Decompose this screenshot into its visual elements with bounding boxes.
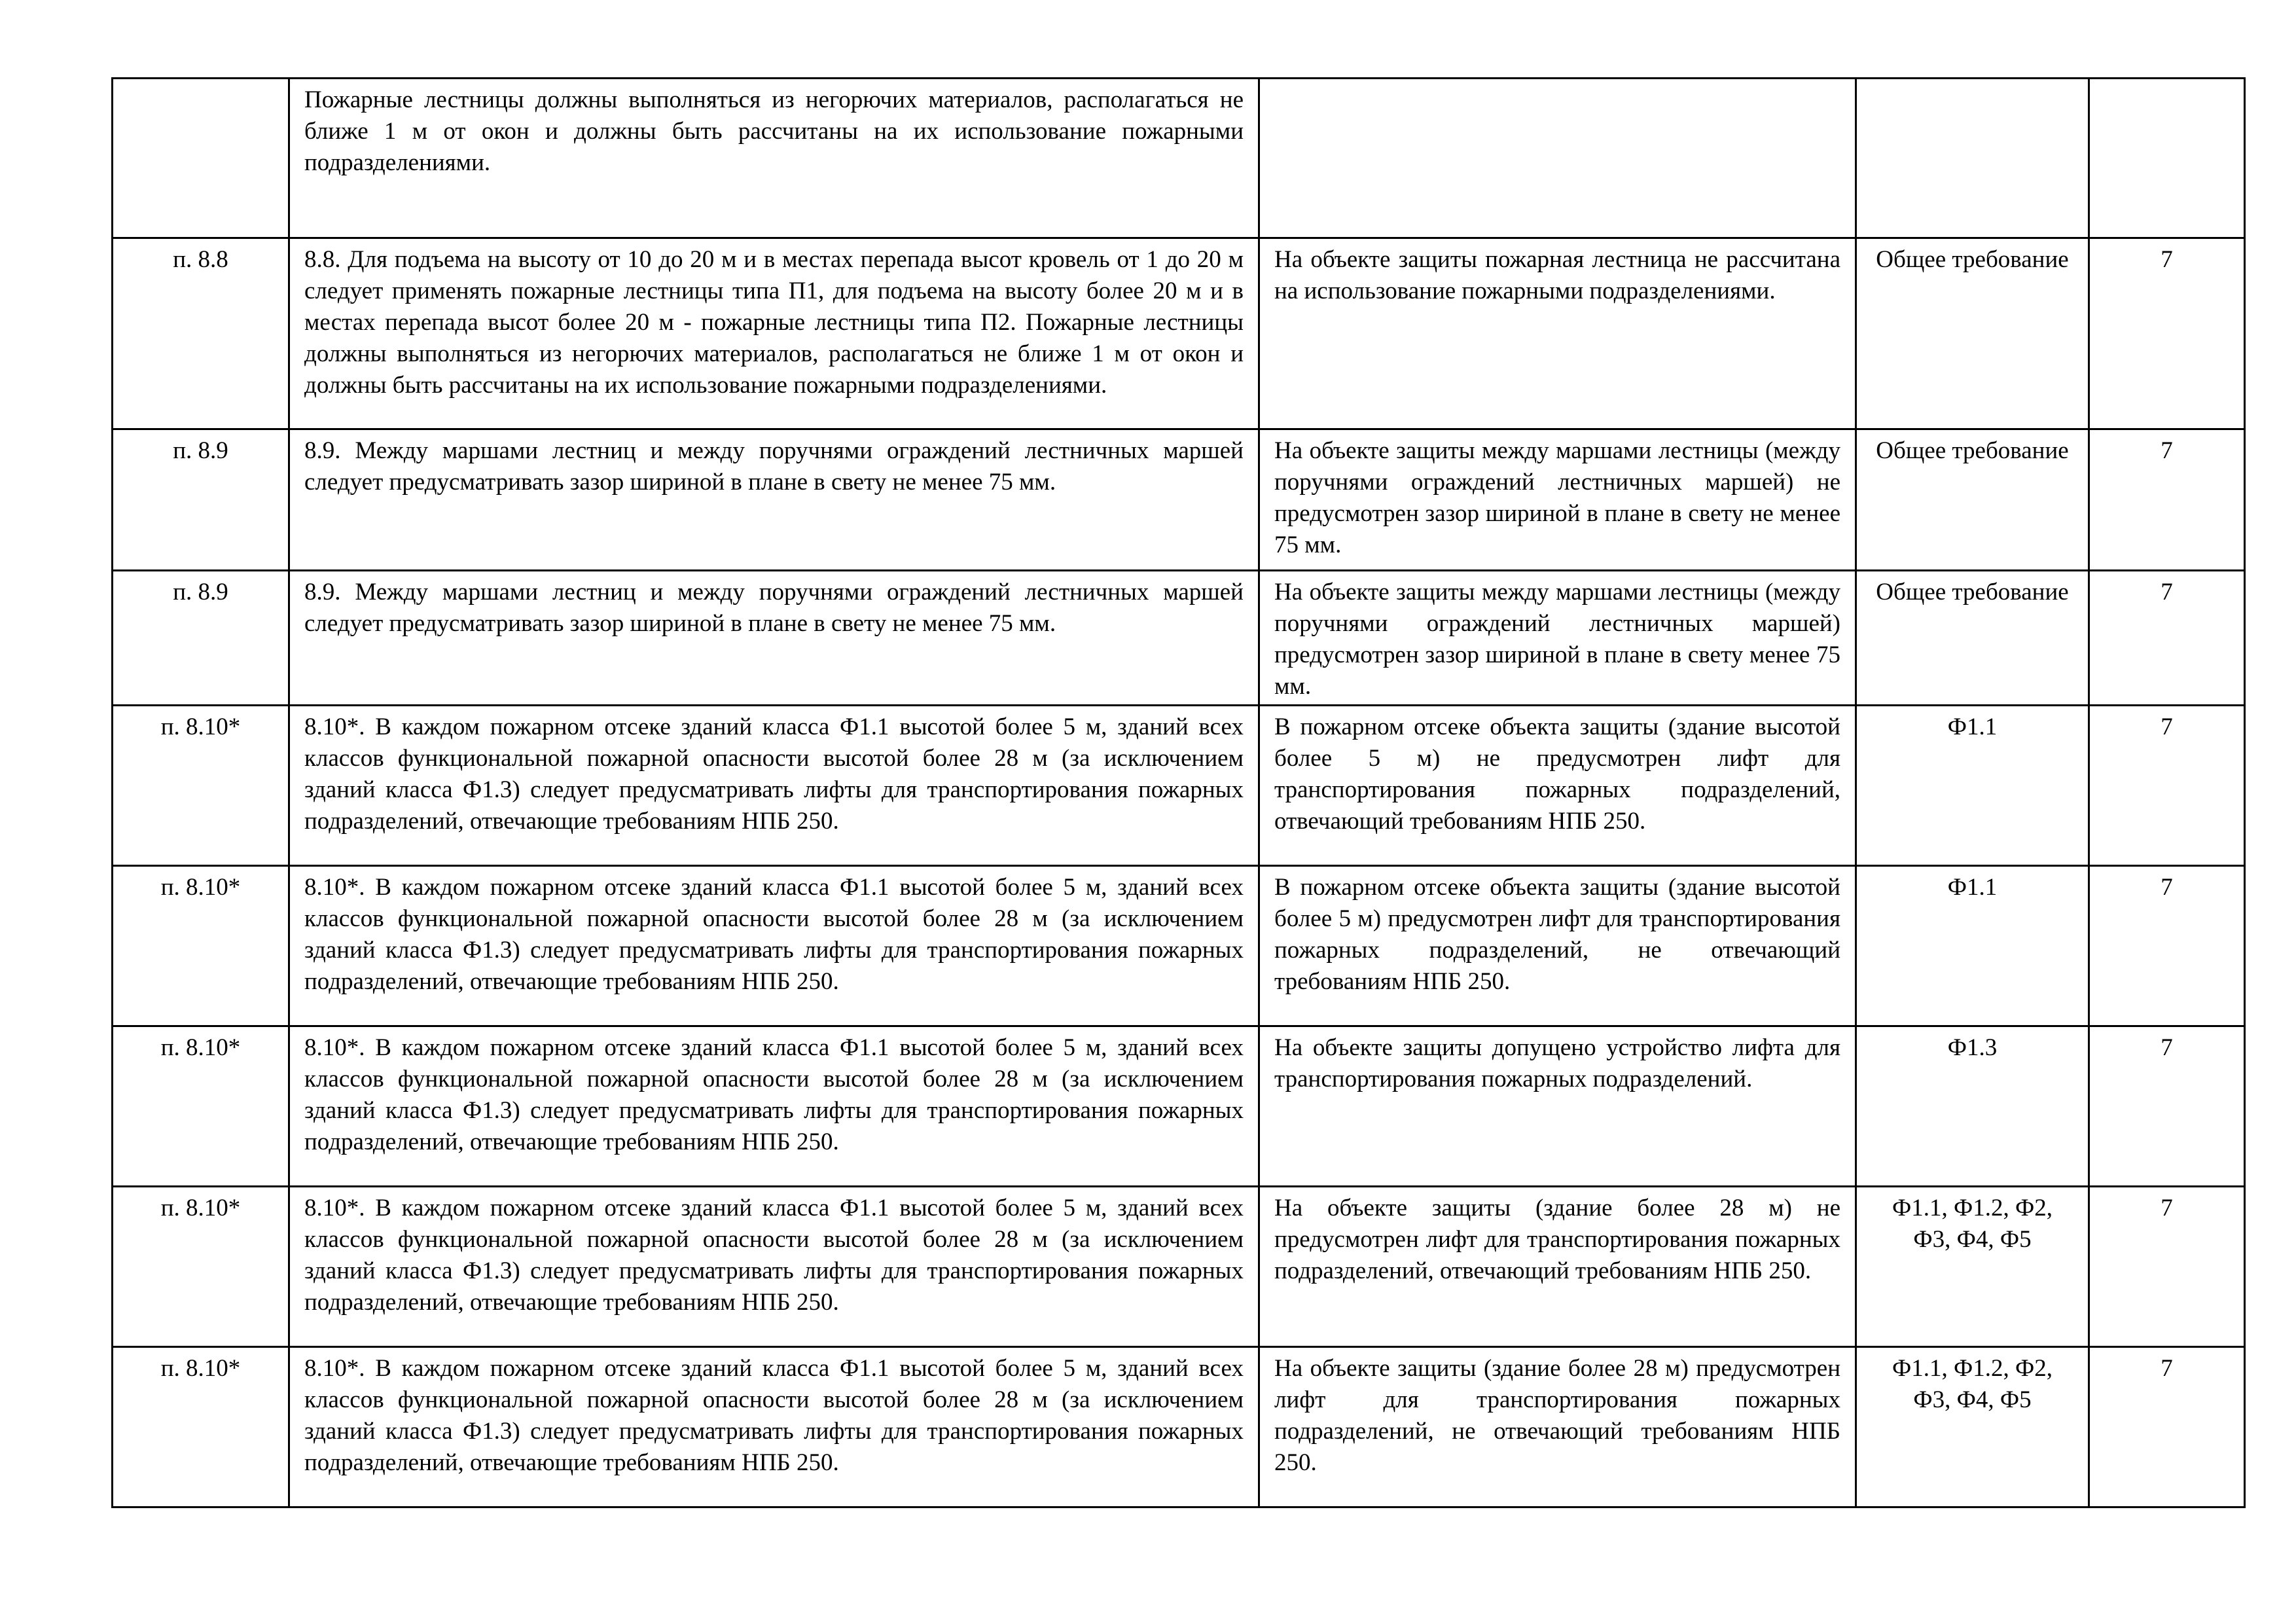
requirement-cell: 8.10*. В каждом пожарном отсеке зданий класса Ф1.1 высотой более 5 м, зданий всех классов функциональной пожарной опасности высотой более 28 м (за исключением зданий класса Ф1.3) следует предусматривать лифты для транспортирования пожарных подразделений, отвечающие требованиям НПБ 250. [289,1187,1259,1347]
code-cell [2089,79,2245,238]
table-row [113,706,2245,866]
code-cell: 7 [2089,866,2245,1026]
violation-cell: На объекте защиты пожарная лестница не рассчитана на использование пожарными подразделениями. [1259,238,1856,429]
violation-cell [1259,79,1856,238]
requirement-cell: 8.9. Между маршами лестниц и между поручнями ограждений лестничных маршей следует предусматривать зазор шириной в плане в свету не менее 75 мм. [289,571,1259,706]
violation-cell: На объекте защиты между маршами лестницы (между поручнями ограждений лестничных маршей) предусмотрен зазор шириной в плане в свету менее 75 мм. [1259,571,1856,706]
table-row [113,1026,2245,1187]
code-cell: 7 [2089,429,2245,571]
class-cell [1856,79,2089,238]
class-cell: Общее требование [1856,571,2089,706]
class-cell: Ф1.1 [1856,706,2089,866]
clause-cell: п. 8.8 [113,238,289,429]
code-cell: 7 [2089,1026,2245,1187]
class-cell: Общее требование [1856,429,2089,571]
regulation-table [111,77,2246,1508]
class-cell: Ф1.1, Ф1.2, Ф2, Ф3, Ф4, Ф5 [1856,1347,2089,1507]
requirement-cell: Пожарные лестницы должны выполняться из негорючих материалов, располагаться не ближе 1 м от окон и должны быть рассчитаны на их использование пожарными подразделениями. [289,79,1259,238]
violation-cell: На объекте защиты допущено устройство лифта для транспортирования пожарных подразделений. [1259,1026,1856,1187]
requirement-cell: 8.10*. В каждом пожарном отсеке зданий класса Ф1.1 высотой более 5 м, зданий всех классов функциональной пожарной опасности высотой более 28 м (за исключением зданий класса Ф1.3) следует предусматривать лифты для транспортирования пожарных подразделений, отвечающие требованиям НПБ 250. [289,706,1259,866]
class-cell: Общее требование [1856,238,2089,429]
table-row [113,571,2245,706]
code-cell: 7 [2089,1187,2245,1347]
clause-cell: п. 8.10* [113,706,289,866]
table-row [113,238,2245,429]
clause-cell: п. 8.9 [113,429,289,571]
class-cell: Ф1.1, Ф1.2, Ф2, Ф3, Ф4, Ф5 [1856,1187,2089,1347]
violation-cell: На объекте защиты (здание более 28 м) не предусмотрен лифт для транспортирования пожарных подразделений, отвечающий требованиям НПБ 250. [1259,1187,1856,1347]
table-row [113,79,2245,238]
class-cell: Ф1.3 [1856,1026,2089,1187]
code-cell: 7 [2089,571,2245,706]
clause-cell: п. 8.10* [113,1026,289,1187]
requirement-cell: 8.8. Для подъема на высоту от 10 до 20 м и в местах перепада высот кровель от 1 до 20 м следует применять пожарные лестницы типа П1, для подъема на высоту более 20 м и в местах перепада высот более 20 м - пожарные лестницы типа П2. Пожарные лестницы должны выполняться из негорючих материалов, располагаться не ближе 1 м от окон и должны быть рассчитаны на их использование пожарными подразделениями. [289,238,1259,429]
class-cell: Ф1.1 [1856,866,2089,1026]
table-row [113,1187,2245,1347]
table-row [113,1347,2245,1507]
violation-cell: На объекте защиты (здание более 28 м) предусмотрен лифт для транспортирования пожарных подразделений, не отвечающий требованиям НПБ 250. [1259,1347,1856,1507]
table-row [113,429,2245,571]
violation-cell: В пожарном отсеке объекта защиты (здание высотой более 5 м) предусмотрен лифт для транспортирования пожарных подразделений, не отвечающий требованиям НПБ 250. [1259,866,1856,1026]
clause-cell [113,79,289,238]
violation-cell: В пожарном отсеке объекта защиты (здание высотой более 5 м) не предусмотрен лифт для транспортирования пожарных подразделений, отвечающий требованиям НПБ 250. [1259,706,1856,866]
clause-cell: п. 8.10* [113,1347,289,1507]
requirement-cell: 8.10*. В каждом пожарном отсеке зданий класса Ф1.1 высотой более 5 м, зданий всех классов функциональной пожарной опасности высотой более 28 м (за исключением зданий класса Ф1.3) следует предусматривать лифты для транспортирования пожарных подразделений, отвечающие требованиям НПБ 250. [289,1347,1259,1507]
clause-cell: п. 8.9 [113,571,289,706]
clause-cell: п. 8.10* [113,866,289,1026]
clause-cell: п. 8.10* [113,1187,289,1347]
code-cell: 7 [2089,1347,2245,1507]
code-cell: 7 [2089,238,2245,429]
violation-cell: На объекте защиты между маршами лестницы (между поручнями ограждений лестничных маршей) не предусмотрен зазор шириной в плане в свету не менее 75 мм. [1259,429,1856,571]
requirement-cell: 8.10*. В каждом пожарном отсеке зданий класса Ф1.1 высотой более 5 м, зданий всех классов функциональной пожарной опасности высотой более 28 м (за исключением зданий класса Ф1.3) следует предусматривать лифты для транспортирования пожарных подразделений, отвечающие требованиям НПБ 250. [289,866,1259,1026]
table-row [113,866,2245,1026]
requirement-cell: 8.9. Между маршами лестниц и между поручнями ограждений лестничных маршей следует предусматривать зазор шириной в плане в свету не менее 75 мм. [289,429,1259,571]
requirement-cell: 8.10*. В каждом пожарном отсеке зданий класса Ф1.1 высотой более 5 м, зданий всех классов функциональной пожарной опасности высотой более 28 м (за исключением зданий класса Ф1.3) следует предусматривать лифты для транспортирования пожарных подразделений, отвечающие требованиям НПБ 250. [289,1026,1259,1187]
code-cell: 7 [2089,706,2245,866]
